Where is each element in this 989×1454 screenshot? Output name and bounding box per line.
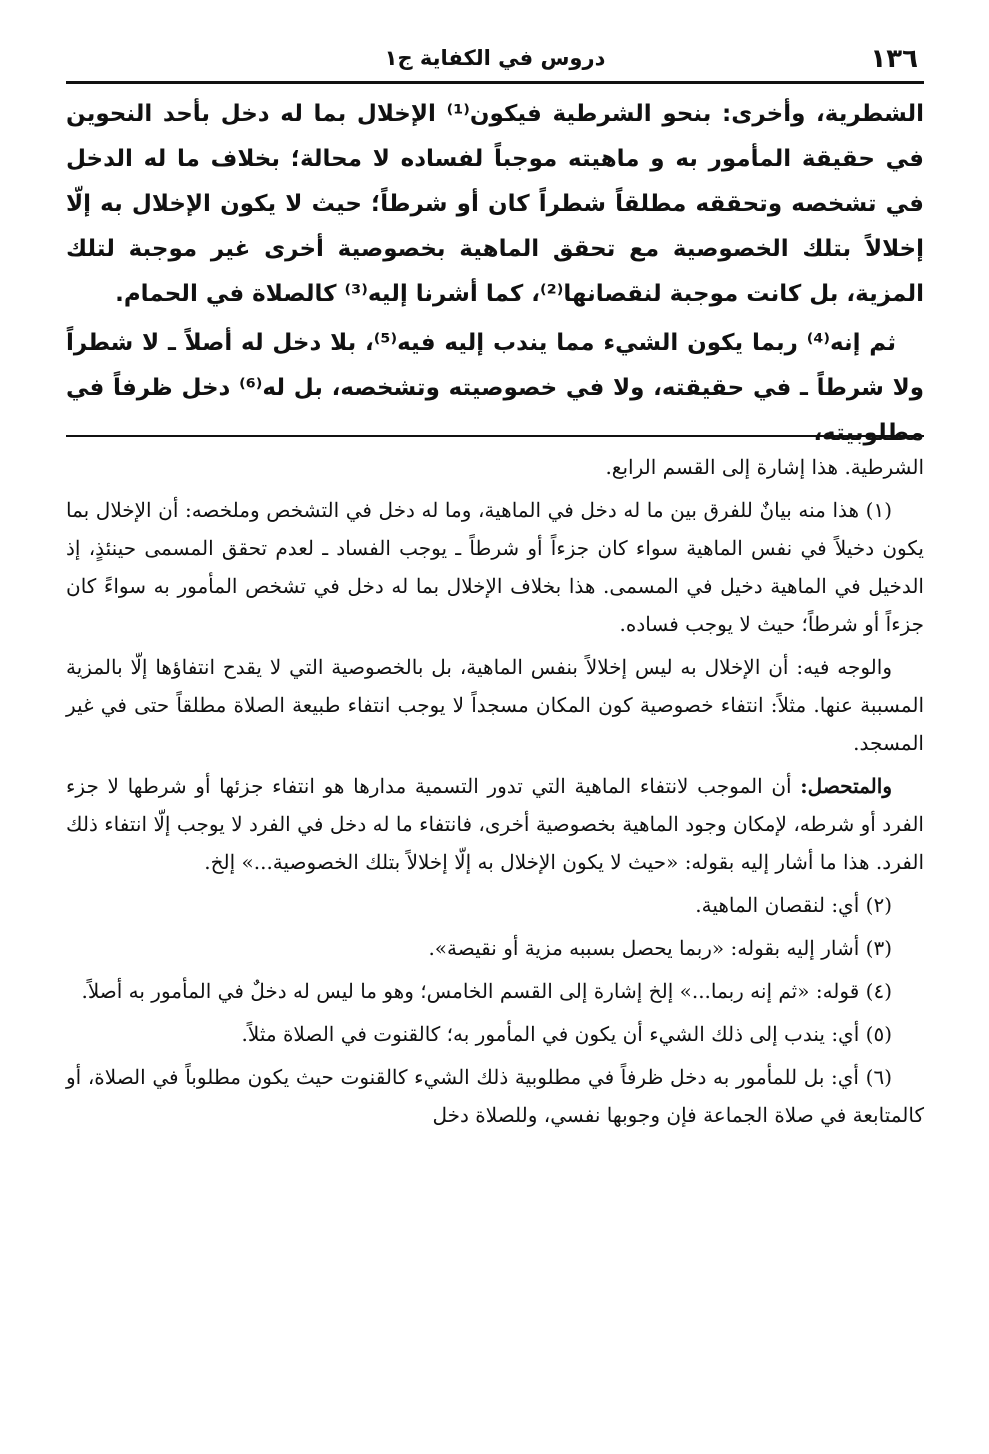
summary-text: أن الموجب لانتفاء الماهية التي تدور التسمية مدارها هو انتفاء جزئها أو شرطها لا جزء الفرد أو شرطه، لإمكان وجود الماهية بخصوصية أخرى، فانتفاء ما له دخل في الفرد لا يوجب إلّا انتفاء ذلك الفرد. هذا ما أشار إليه بقوله: «حيث لا يكون الإخلال به إلّا إخلالاً بتلك الخصوصية...» إلخ.	[66, 774, 924, 874]
footnote-1: (١) هذا منه بيانٌ للفرق بين ما له دخل في الماهية، وما له دخل في التشخص وملخصه: أن الإخلال بما يكون دخيلاً في نفس الماهية سواء كان جزءاً أو شرطاً ـ يوجب الفساد ـ لعدم تحقق المسمى حينئذٍ، إذ الدخيل في الماهية دخيل في المسمى. هذا بخلاف الإخلال بما له دخل في تشخص المأمور به سواءً كان جزءاً أو شرطاً؛ حيث لا يوجب فساده.	[66, 498, 924, 636]
main-text	[66, 92, 924, 460]
footnote-1-summary	[66, 767, 924, 881]
footnote-4: (٤) قوله: «ثم إنه ربما...» إلخ إشارة إلى القسم الخامس؛ وهو ما ليس له دخلٌ في المأمور به أصلاً.	[81, 979, 892, 1003]
footnote-5: (٥) أي: يندب إلى ذلك الشيء أن يكون في المأمور به؛ كالقنوت في الصلاة مثلاً.	[241, 1022, 892, 1046]
footnote-continuation: الشرطية. هذا إشارة إلى القسم الرابع.	[605, 455, 924, 479]
footnote-3: (٣) أشار إليه بقوله: «ربما يحصل بسببه مزية أو نقيصة».	[428, 936, 892, 960]
footnote-6: (٦) أي: بل للمأمور به دخل ظرفاً في مطلوبية ذلك الشيء كالقنوت حيث يكون مطلوباً في الصلاة، أو كالمتابعة في صلاة الجماعة فإن وجوبها نفسي، وللصلاة دخل	[66, 1065, 924, 1127]
main-paragraph: الشطرية، وأخرى: بنحو الشرطية فيكون⁽¹⁾ الإخلال بما له دخل بأحد النحوين في حقيقة المأمور به و ماهيته موجباً لفساده لا محالة؛ بخلاف ما له الدخل في تشخصه وتحققه مطلقاً شطراً كان أو شرطاً؛ حيث لا يكون الإخلال به إلّا إخلالاً بتلك الخصوصية مع تحقق الماهية بخصوصية أخرى غير موجبة لتلك المزية، بل كانت موجبة لنقصانها⁽²⁾، كما أشرنا إليه⁽³⁾ كالصلاة في الحمام.	[66, 101, 925, 307]
footnotes	[66, 448, 924, 1139]
page-number: ١٣٦	[870, 44, 918, 74]
footnote-separator	[66, 435, 924, 437]
book-page	[66, 40, 924, 1440]
footnote-1-reason: والوجه فيه: أن الإخلال به ليس إخلالاً بنفس الماهية، بل بالخصوصية التي لا يقدح انتفاؤها إلّا بالمزية المسببة عنها. مثلاً: انتفاء خصوصية كون المكان مسجداً لا يوجب انتفاء طبيعة الصلاة مطلقاً حتى في غير المسجد.	[66, 655, 924, 755]
running-title: دروس في الكفاية ج١	[384, 46, 606, 70]
page-header	[66, 40, 924, 84]
main-paragraph: ثم إنه⁽⁴⁾ ربما يكون الشيء مما يندب إليه فيه⁽⁵⁾، بلا دخل له أصلاً ـ لا شطراً ولا شرطاً ـ في حقيقته، ولا في خصوصيته وتشخصه، بل له⁽⁶⁾ دخل ظرفاً في مطلوبيته،	[66, 330, 924, 446]
footnote-2: (٢) أي: لنقصان الماهية.	[695, 893, 892, 917]
summary-label: والمتحصل:	[800, 774, 892, 798]
